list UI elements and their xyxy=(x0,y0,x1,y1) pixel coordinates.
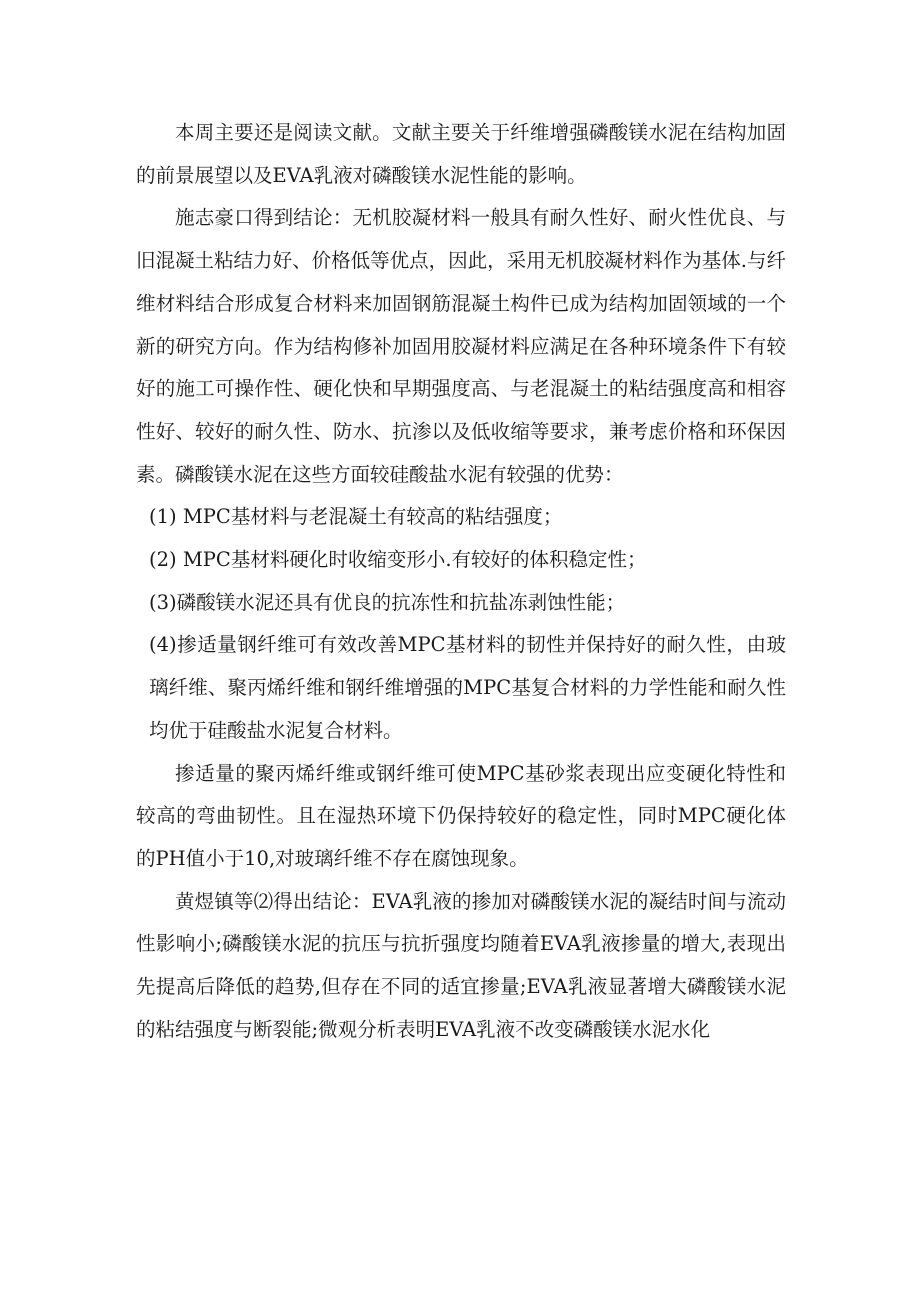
list-item-4: (4)掺适量钢纤维可有效改善MPC基材料的韧性并保持好的耐久性，由玻璃纤维、聚丙烯纤维和钢纤维增强的MPC基复合材料的力学性能和耐久性均优于硅酸盐水泥复合材料。 xyxy=(149,633,786,742)
list-item-2: (2) MPC基材料硬化时收缩变形小.有较好的体积稳定性； xyxy=(149,548,647,572)
document-body xyxy=(136,112,786,1051)
paragraph-shi-conclusion: 施志豪口得到结论：无机胶凝材料一般具有耐久性好、耐火性优良、与旧混凝土粘结力好、价格低等优点，因此，采用无机胶凝材料作为基体.与纤维材料结合形成复合材料来加固钢筋混凝土构件已成为结构加固领域的一个新的研究方向。作为结构修补加固用胶凝材料应满足在各种环境条件下有较好的施工可操作性、硬化快和早期强度高、与老混凝土的粘结强度高和相容性好、较好的耐久性、防水、抗渗以及低收缩等要求，兼考虑价格和环保因素。磷酸镁水泥在这些方面较硅酸盐水泥有较强的优势： xyxy=(136,206,786,486)
list-item-3: (3)磷酸镁水泥还具有优良的抗冻性和抗盐冻剥蚀性能； xyxy=(149,590,626,614)
paragraph-huang-conclusion: 黄煜镇等⑵得出结论：EVA乳液的掺加对磷酸镁水泥的凝结时间与流动性影响小;磷酸镁水泥的抗压与抗折强度均随着EVA乳液掺量的增大,表现出先提高后降低的趋势,但存在不同的适宜掺量;EVA乳液显著增大磷酸镁水泥的粘结强度与断裂能;微观分析表明EVA乳液不改变磷酸镁水泥水化 xyxy=(136,889,786,1041)
list-item-1: (1) MPC基材料与老混凝土有较高的粘结强度； xyxy=(149,505,563,529)
paragraph-intro: 本周主要还是阅读文献。文献主要关于纤维增强磷酸镁水泥在结构加固的前景展望以及EVA乳液对磷酸镁水泥性能的影响。 xyxy=(136,121,786,187)
paragraph-fiber: 掺适量的聚丙烯纤维或钢纤维可使MPC基砂浆表现出应变硬化特性和较高的弯曲韧性。且在湿热环境下仍保持较好的稳定性，同时MPC硬化体的PH值小于10,对玻璃纤维不存在腐蚀现象。 xyxy=(136,761,786,870)
